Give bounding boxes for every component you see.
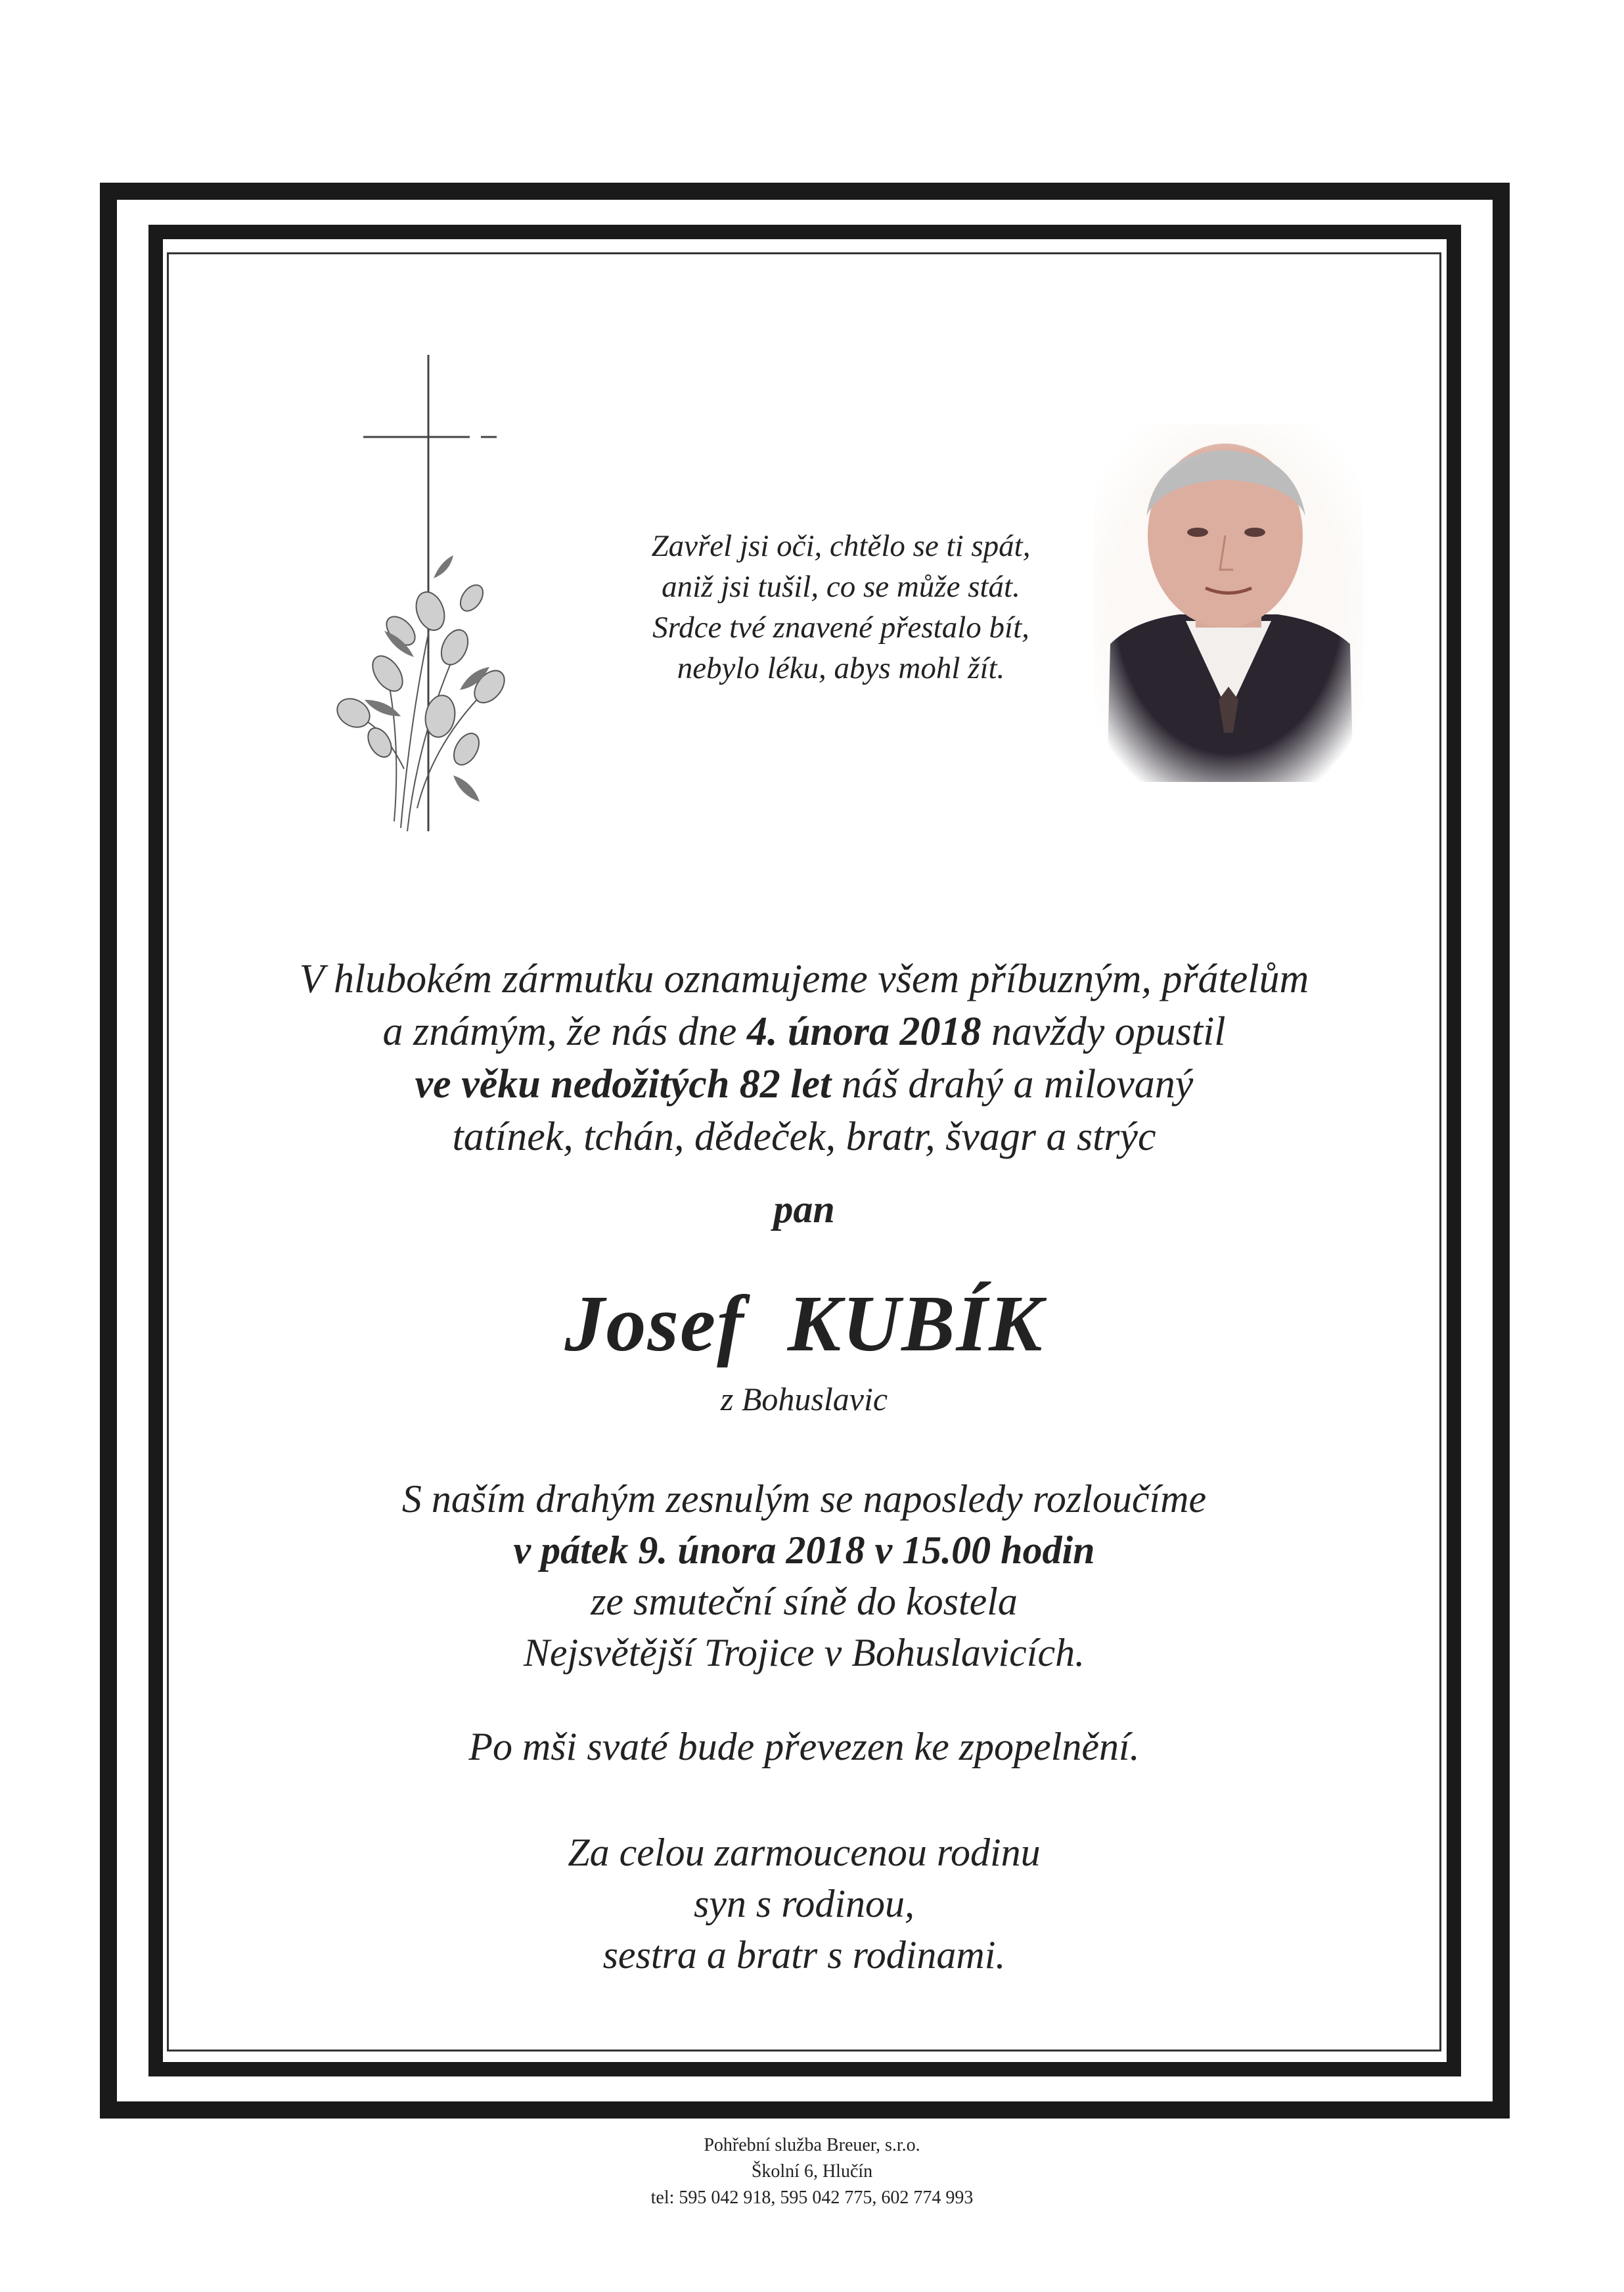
funeral-line: ze smuteční síně do kostela — [591, 1580, 1018, 1623]
funeral-line: S naším drahým zesnulým se naposledy rozloučíme — [401, 1477, 1207, 1521]
age-text: ve věku nedožitých 82 let — [415, 1062, 832, 1107]
family-line: sestra a bratr s rodinami. — [602, 1933, 1006, 1977]
cremation-note: Po mši svaté bude převezen ke zpopelnění. — [468, 1725, 1140, 1768]
death-announcement — [167, 953, 1441, 1163]
funeral-date-time — [167, 1524, 1441, 1576]
death-date: 4. února 2018 — [746, 1009, 981, 1054]
last-name: KUBÍK — [787, 1279, 1044, 1368]
family-line: syn s rodinou, — [693, 1882, 915, 1925]
deceased-origin: z Bohuslavic — [720, 1381, 888, 1417]
funeral-line: Nejsvětější Trojice v Bohuslavicích. — [523, 1631, 1085, 1674]
announcement-text: a známým, že nás dne — [382, 1009, 747, 1054]
memorial-poem — [578, 526, 1104, 689]
announcement-text: navždy opustil — [981, 1009, 1226, 1054]
announcement-line: V hlubokém zármutku oznamujeme všem příbuzným, přátelům — [299, 957, 1309, 1001]
portrait-photo — [1094, 424, 1363, 782]
poem-line: aniž jsi tušil, co se může stát. — [662, 570, 1020, 604]
cross-with-lilies-icon — [302, 348, 526, 841]
announcement-line — [167, 1058, 1441, 1111]
honorific: pan — [773, 1187, 835, 1231]
family-line: Za celou zarmoucenou rodinu — [568, 1831, 1041, 1874]
poem-line: Srdce tvé znavené přestalo bít, — [652, 610, 1029, 645]
company-address: Školní 6, Hlučín — [751, 2161, 873, 2182]
funeral-date: v pátek 9. února 2018 v 15.00 hodin — [513, 1528, 1095, 1572]
funeral-service-footer — [0, 2132, 1624, 2211]
company-name: Pohřební služba Breuer, s.r.o. — [704, 2135, 920, 2155]
announcement-line — [167, 1005, 1441, 1058]
poem-line: Zavřel jsi oči, chtělo se ti spát, — [651, 529, 1031, 563]
funeral-details — [167, 1473, 1441, 1678]
company-phone: tel: 595 042 918, 595 042 775, 602 774 993 — [650, 2188, 974, 2208]
deceased-name — [167, 1281, 1441, 1367]
announcement-text: náš drahý a milovaný — [831, 1062, 1194, 1107]
family-signature — [167, 1827, 1441, 1981]
announcement-line: tatínek, tchán, dědeček, bratr, švagr a strýc — [452, 1114, 1156, 1159]
first-name: Josef — [564, 1279, 745, 1368]
poem-line: nebylo léku, abys mohl žít. — [677, 651, 1005, 685]
